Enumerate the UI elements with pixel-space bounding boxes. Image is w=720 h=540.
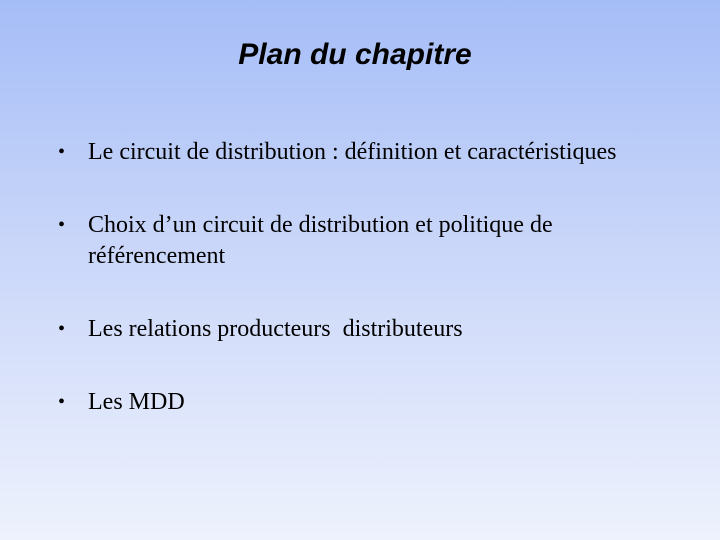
bullet-list [56,137,676,418]
bullet-text: Le circuit de distribution : définition et caractéristiques [88,139,617,165]
bullet-text: Choix d’un circuit de distribution et politique de référencement [88,212,553,269]
bullet-icon: • [58,391,66,413]
bullet-item-choix [56,210,676,272]
bullet-item-relations [56,314,676,345]
bullet-icon: • [58,141,66,163]
slide-title: Plan du chapitre [238,38,472,71]
bullet-icon: • [58,318,66,340]
bullet-item-mdd [56,387,676,418]
bullet-text: Les MDD [88,389,185,415]
bullet-icon: • [58,214,66,236]
bullet-text: Les relations producteurs distributeurs [88,316,463,342]
bullet-item-circuit [56,137,676,168]
